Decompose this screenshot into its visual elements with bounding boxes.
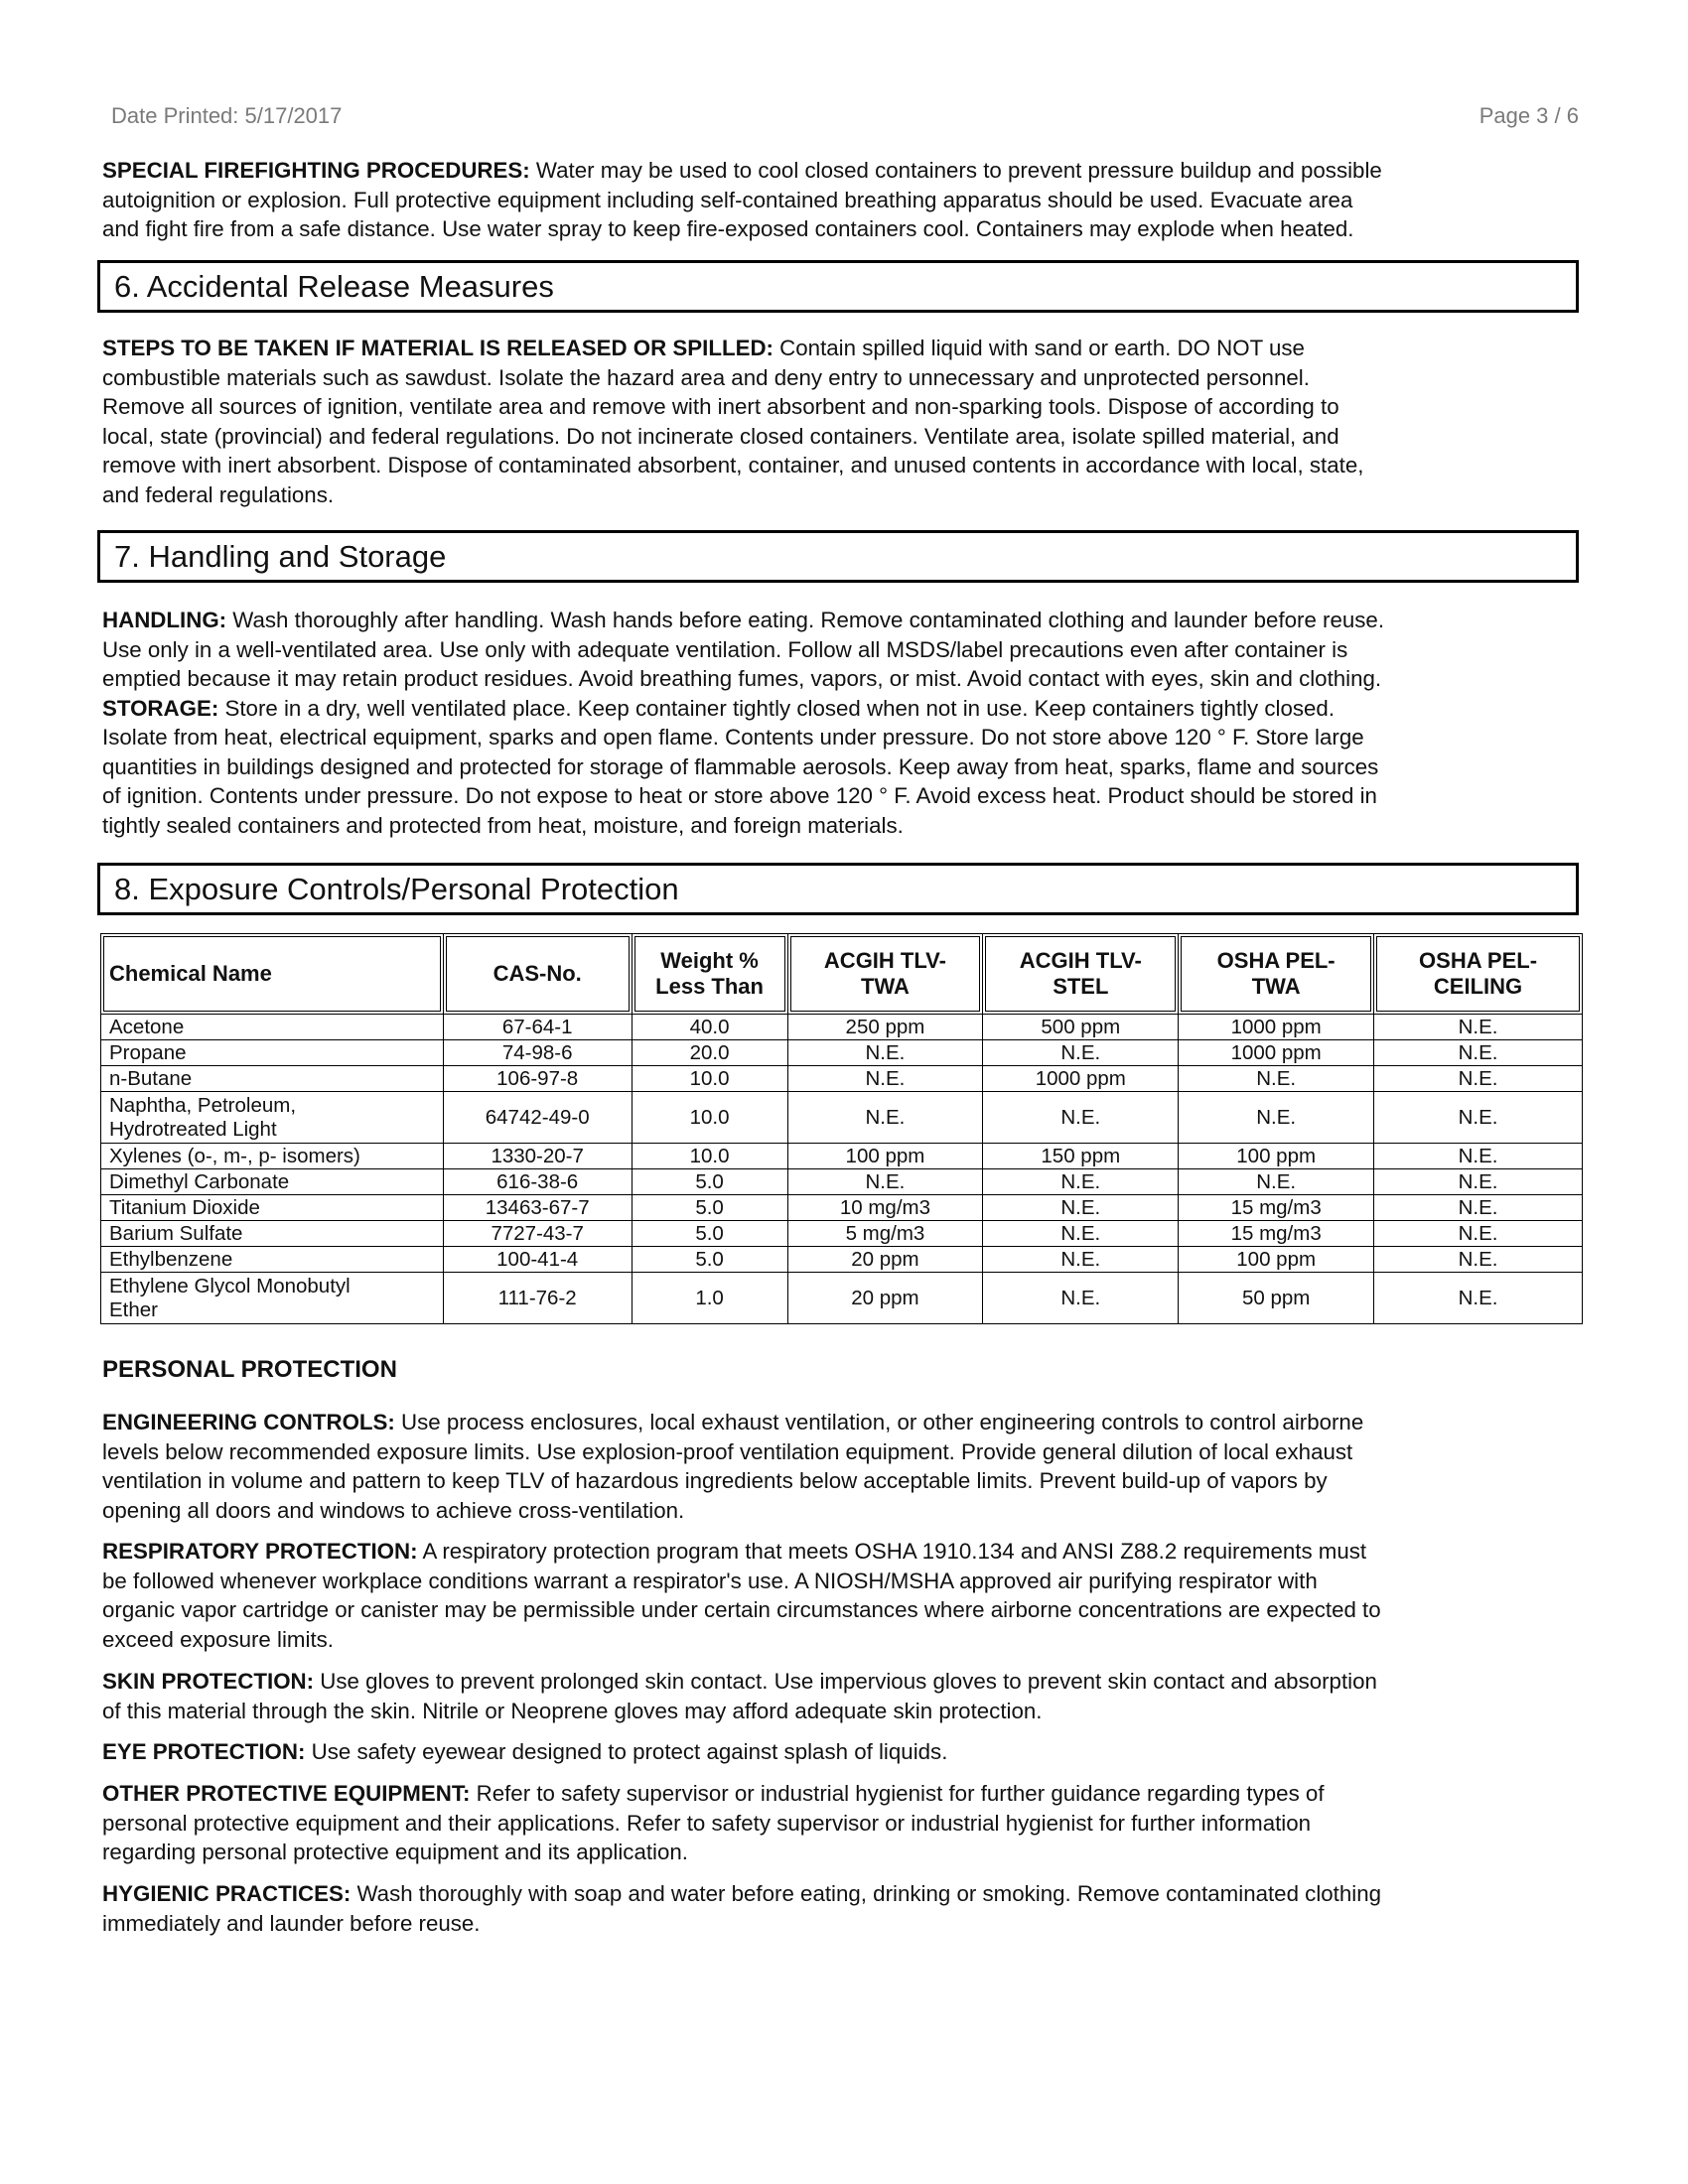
- acgih-stel-cell: N.E.: [983, 1247, 1179, 1273]
- acgih-twa-cell: 10 mg/m3: [787, 1195, 983, 1221]
- weight-cell: 10.0: [632, 1066, 787, 1092]
- handling-storage-text: [102, 606, 1582, 840]
- acgih-twa-cell: N.E.: [787, 1040, 983, 1066]
- osha-ceiling-cell: N.E.: [1374, 1015, 1583, 1040]
- spill-line: Remove all sources of ignition, ventilate area and remove with inert absorbent and non-sparking tools. Dispose of according to: [102, 394, 1339, 419]
- osha-twa-cell: 15 mg/m3: [1179, 1221, 1374, 1247]
- spill-line: and federal regulations.: [102, 481, 335, 507]
- cas-cell: 1330-20-7: [443, 1144, 632, 1169]
- respiratory-line: be followed whenever workplace conditions warrant a respirator's use. A NIOSH/MSHA approved air purifying respirator with: [102, 1568, 1318, 1593]
- cas-cell: 111-76-2: [443, 1273, 632, 1324]
- osha-twa-cell: 100 ppm: [1179, 1247, 1374, 1273]
- chemical-name-cell: Xylenes (o-, m-, p- isomers): [101, 1144, 444, 1169]
- table-row: [101, 1169, 1583, 1195]
- acgih-twa-cell: N.E.: [787, 1092, 983, 1144]
- handling-label: HANDLING:: [102, 608, 227, 632]
- other-protective-equipment: [102, 1779, 1582, 1867]
- spill-steps-label: STEPS TO BE TAKEN IF MATERIAL IS RELEASED OR SPILLED:: [102, 336, 774, 360]
- col-header-acgih-stel: ACGIH TLV- STEL: [983, 934, 1179, 1015]
- osha-ceiling-cell: N.E.: [1374, 1066, 1583, 1092]
- acgih-stel-cell: N.E.: [983, 1169, 1179, 1195]
- skin-protection: [102, 1667, 1582, 1725]
- respiratory-line: exceed exposure limits.: [102, 1626, 334, 1652]
- eye-protection: [102, 1737, 1582, 1767]
- table-row: [101, 1015, 1583, 1040]
- respiratory-label: RESPIRATORY PROTECTION:: [102, 1539, 418, 1564]
- acgih-stel-cell: N.E.: [983, 1040, 1179, 1066]
- cas-cell: 100-41-4: [443, 1247, 632, 1273]
- chemical-name-cell: Dimethyl Carbonate: [101, 1169, 444, 1195]
- section-8-heading: 8. Exposure Controls/Personal Protection: [97, 863, 1579, 915]
- chemical-name-cell: Ethylbenzene: [101, 1247, 444, 1273]
- hygienic-line: immediately and launder before reuse.: [102, 1910, 481, 1936]
- chemical-name-cell: Titanium Dioxide: [101, 1195, 444, 1221]
- acgih-stel-cell: 500 ppm: [983, 1015, 1179, 1040]
- firefighting-procedures: [102, 156, 1582, 244]
- weight-cell: 10.0: [632, 1144, 787, 1169]
- engineering-controls: [102, 1408, 1582, 1525]
- spill-line: combustible materials such as sawdust. Isolate the hazard area and deny entry to unnecessary and unprotected personnel.: [102, 364, 1310, 390]
- table-row: [101, 1247, 1583, 1273]
- table-row: [101, 1273, 1583, 1324]
- handling-line: Wash thoroughly after handling. Wash hands before eating. Remove contaminated clothing and launder before reuse.: [226, 608, 1385, 632]
- chemical-name-cell: Propane: [101, 1040, 444, 1066]
- hygienic-line: Wash thoroughly with soap and water before eating, drinking or smoking. Remove contaminated clothing: [351, 1881, 1382, 1906]
- eye-label: EYE PROTECTION:: [102, 1739, 306, 1764]
- respiratory-line: A respiratory protection program that meets OSHA 1910.134 and ANSI Z88.2 requirements must: [417, 1539, 1367, 1564]
- section-6-heading: 6. Accidental Release Measures: [97, 260, 1579, 313]
- cas-cell: 616-38-6: [443, 1169, 632, 1195]
- other-line: Refer to safety supervisor or industrial hygienist for further guidance regarding types of: [470, 1781, 1325, 1806]
- cas-cell: 74-98-6: [443, 1040, 632, 1066]
- weight-cell: 5.0: [632, 1195, 787, 1221]
- cas-cell: 64742-49-0: [443, 1092, 632, 1144]
- spill-steps: [102, 334, 1582, 509]
- eye-line: Use safety eyewear designed to protect against splash of liquids.: [305, 1739, 948, 1764]
- page-number: Page 3 / 6: [1478, 103, 1579, 128]
- spill-line: local, state (provincial) and federal regulations. Do not incinerate closed containers. Ventilate area, isolate spilled material, and: [102, 423, 1339, 449]
- respiratory-line: organic vapor cartridge or canister may be permissible under certain circumstances where airborne concentrations are expected to: [102, 1597, 1381, 1622]
- osha-twa-cell: N.E.: [1179, 1092, 1374, 1144]
- other-line: personal protective equipment and their applications. Refer to safety supervisor or industrial hygienist for further information: [102, 1810, 1312, 1836]
- osha-ceiling-cell: N.E.: [1374, 1040, 1583, 1066]
- cas-cell: 13463-67-7: [443, 1195, 632, 1221]
- firefighting-label: SPECIAL FIREFIGHTING PROCEDURES:: [102, 158, 530, 183]
- osha-ceiling-cell: N.E.: [1374, 1195, 1583, 1221]
- chemical-name-cell: Barium Sulfate: [101, 1221, 444, 1247]
- col-header-weight: Weight % Less Than: [632, 934, 787, 1015]
- storage-line: Isolate from heat, electrical equipment, sparks and open flame. Contents under pressure. Do not store above 120 ° F. Store large: [102, 725, 1364, 750]
- table-row: [101, 1221, 1583, 1247]
- handling-line: emptied because it may retain product residues. Avoid breathing fumes, vapors, or mist. Avoid contact with eyes, skin and clothing.: [102, 666, 1382, 691]
- other-line: regarding personal protective equipment and its application.: [102, 1840, 688, 1864]
- cas-cell: 7727-43-7: [443, 1221, 632, 1247]
- skin-line: of this material through the skin. Nitrile or Neoprene gloves may afford adequate skin protection.: [102, 1698, 1043, 1723]
- engineering-label: ENGINEERING CONTROLS:: [102, 1410, 395, 1434]
- osha-ceiling-cell: N.E.: [1374, 1169, 1583, 1195]
- respiratory-protection: [102, 1537, 1582, 1654]
- storage-line: tightly sealed containers and protected from heat, moisture, and foreign materials.: [102, 812, 904, 838]
- weight-cell: 5.0: [632, 1221, 787, 1247]
- chemical-name-cell: Acetone: [101, 1015, 444, 1040]
- storage-line: Store in a dry, well ventilated place. Keep container tightly closed when not in use. Keep containers tightly closed.: [218, 695, 1336, 721]
- table-row: [101, 1144, 1583, 1169]
- acgih-twa-cell: 5 mg/m3: [787, 1221, 983, 1247]
- engineering-line: levels below recommended exposure limits. Use explosion-proof ventilation equipment. Provide general dilution of local exhaust: [102, 1438, 1353, 1464]
- storage-line: quantities in buildings designed and protected for storage of flammable aerosols. Keep away from heat, sparks, flame and sources: [102, 753, 1379, 779]
- osha-twa-cell: 1000 ppm: [1179, 1015, 1374, 1040]
- hygienic-label: HYGIENIC PRACTICES:: [102, 1881, 352, 1906]
- table-header-row: [101, 934, 1583, 1015]
- osha-twa-cell: N.E.: [1179, 1169, 1374, 1195]
- weight-cell: 1.0: [632, 1273, 787, 1324]
- table-row: [101, 1066, 1583, 1092]
- osha-ceiling-cell: N.E.: [1374, 1247, 1583, 1273]
- acgih-twa-cell: 20 ppm: [787, 1247, 983, 1273]
- storage-label: STORAGE:: [102, 695, 219, 721]
- osha-twa-cell: 1000 ppm: [1179, 1040, 1374, 1066]
- acgih-twa-cell: 250 ppm: [787, 1015, 983, 1040]
- col-header-cas-no: CAS-No.: [443, 934, 632, 1015]
- section-7-heading: 7. Handling and Storage: [97, 530, 1579, 583]
- acgih-stel-cell: 150 ppm: [983, 1144, 1179, 1169]
- osha-ceiling-cell: N.E.: [1374, 1144, 1583, 1169]
- osha-twa-cell: 50 ppm: [1179, 1273, 1374, 1324]
- col-header-acgih-twa: ACGIH TLV- TWA: [787, 934, 983, 1015]
- other-label: OTHER PROTECTIVE EQUIPMENT:: [102, 1781, 471, 1806]
- firefighting-line: Water may be used to cool closed containers to prevent pressure buildup and possible: [529, 158, 1382, 183]
- weight-cell: 5.0: [632, 1169, 787, 1195]
- exposure-table: [100, 933, 1583, 1324]
- table-row: [101, 1195, 1583, 1221]
- col-header-osha-ceiling: OSHA PEL- CEILING: [1374, 934, 1583, 1015]
- firefighting-line: autoignition or explosion. Full protective equipment including self-contained breathing apparatus should be used. Evacuate area: [102, 187, 1353, 212]
- table-row: [101, 1092, 1583, 1144]
- skin-line: Use gloves to prevent prolonged skin contact. Use impervious gloves to prevent skin contact and absorption: [314, 1669, 1377, 1694]
- osha-ceiling-cell: N.E.: [1374, 1092, 1583, 1144]
- col-header-osha-twa: OSHA PEL- TWA: [1179, 934, 1374, 1015]
- chemical-name-cell: Ethylene Glycol Monobutyl Ether: [101, 1273, 444, 1324]
- osha-twa-cell: 15 mg/m3: [1179, 1195, 1374, 1221]
- hygienic-practices: [102, 1879, 1582, 1938]
- cas-cell: 67-64-1: [443, 1015, 632, 1040]
- storage-line: of ignition. Contents under pressure. Do not expose to heat or store above 120 ° F. Avoid excess heat. Product should be stored in: [102, 783, 1377, 808]
- chemical-name-cell: Naphtha, Petroleum, Hydrotreated Light: [101, 1092, 444, 1144]
- weight-cell: 10.0: [632, 1092, 787, 1144]
- acgih-twa-cell: N.E.: [787, 1066, 983, 1092]
- acgih-twa-cell: N.E.: [787, 1169, 983, 1195]
- spill-line: Contain spilled liquid with sand or earth. DO NOT use: [773, 336, 1305, 360]
- engineering-line: ventilation in volume and pattern to keep TLV of hazardous ingredients below acceptable limits. Prevent build-up of vapors by: [102, 1468, 1328, 1493]
- skin-label: SKIN PROTECTION:: [102, 1669, 315, 1694]
- osha-ceiling-cell: N.E.: [1374, 1273, 1583, 1324]
- osha-ceiling-cell: N.E.: [1374, 1221, 1583, 1247]
- table-row: [101, 1040, 1583, 1066]
- firefighting-line: and fight fire from a safe distance. Use water spray to keep fire-exposed containers cool. Containers may explode when heated.: [102, 216, 1354, 241]
- osha-twa-cell: N.E.: [1179, 1066, 1374, 1092]
- weight-cell: 5.0: [632, 1247, 787, 1273]
- spill-line: remove with inert absorbent. Dispose of contaminated absorbent, container, and unused contents in accordance with local, state,: [102, 453, 1364, 478]
- handling-line: Use only in a well-ventilated area. Use only with adequate ventilation. Follow all MSDS/label precautions even after container is: [102, 636, 1348, 662]
- acgih-twa-cell: 100 ppm: [787, 1144, 983, 1169]
- engineering-line: Use process enclosures, local exhaust ventilation, or other engineering controls to control airborne: [394, 1410, 1364, 1434]
- chemical-name-cell: n-Butane: [101, 1066, 444, 1092]
- acgih-stel-cell: N.E.: [983, 1195, 1179, 1221]
- acgih-stel-cell: N.E.: [983, 1092, 1179, 1144]
- cas-cell: 106-97-8: [443, 1066, 632, 1092]
- date-printed: Date Printed: 5/17/2017: [111, 103, 343, 128]
- acgih-stel-cell: 1000 ppm: [983, 1066, 1179, 1092]
- personal-protection-heading: PERSONAL PROTECTION: [102, 1356, 397, 1383]
- acgih-stel-cell: N.E.: [983, 1273, 1179, 1324]
- acgih-twa-cell: 20 ppm: [787, 1273, 983, 1324]
- weight-cell: 40.0: [632, 1015, 787, 1040]
- weight-cell: 20.0: [632, 1040, 787, 1066]
- engineering-line: opening all doors and windows to achieve cross-ventilation.: [102, 1497, 685, 1523]
- acgih-stel-cell: N.E.: [983, 1221, 1179, 1247]
- osha-twa-cell: 100 ppm: [1179, 1144, 1374, 1169]
- col-header-chemical-name: Chemical Name: [101, 934, 444, 1015]
